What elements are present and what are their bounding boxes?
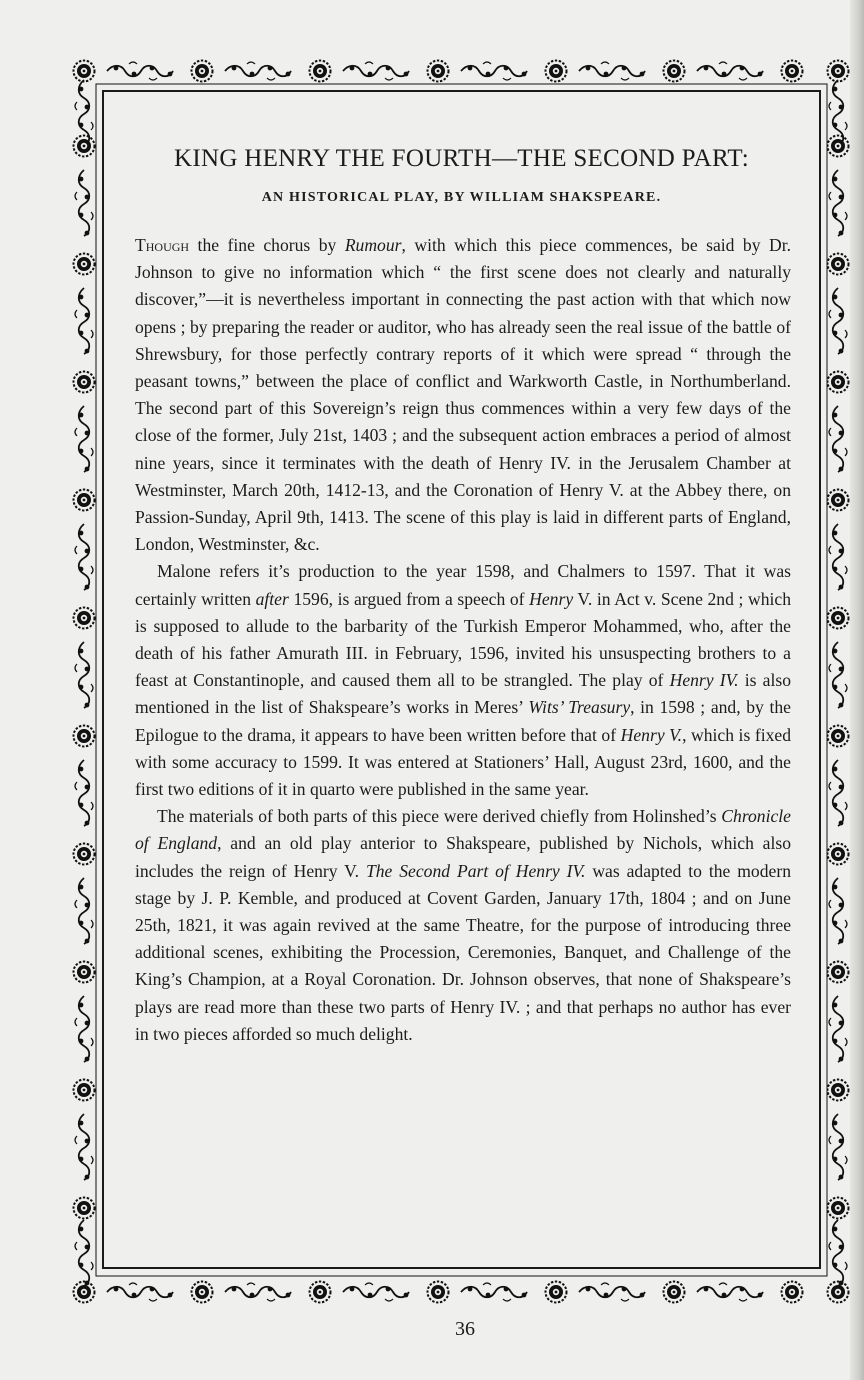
smallcaps-run: Though — [135, 235, 190, 255]
italic-run: Henry V. — [620, 724, 683, 745]
text-run: , with which this piece commences, be said by Dr. Johnson to give no information which “ the first scene does not clearly and naturally discover,”—it is nevertheless important in connecting the past action with that which now opens ; by preparing the reader or auditor, who has already seen the real issue of the battle of Shrewsbury, for those perfectly contrary reports of it which were spread “ through the peasant towns,” between the place of conflict and Warkworth Castle, in Northumberland. The second part of this Sovereign’s reign thus commences within a very few days of the close of the former, July 21st, 1403 ; and the subsequent action embraces a period of almost nine years, since it terminates with the death of Henry IV. in the Jerusalem Chamber at Westminster, March 20th, 1412-13, and the Coronation of Henry V. at the Abbey there, on Passion-Sunday, April 9th, 1413. The scene of this play is laid in different parts of England, London, Westminster, &c. — [135, 235, 791, 555]
text-run: V. in Act v. Scene 2nd ; which is supposed to allude to the barbarity of the Turkish Emperor Mohammed, who, after the death of his father Amurath III. in February, 1596, invited his unsuspecting brothers to a feast at Constantinople, and caused them all to be strangled. The play of — [135, 588, 791, 691]
text-run: 1596, is argued from a speech of — [288, 588, 530, 609]
page-number: 36 — [455, 1318, 475, 1340]
text-run: the fine chorus by — [189, 235, 345, 255]
italic-run: Henry — [529, 588, 574, 609]
text-run: The materials of both parts of this piece were derived chiefly from Holinshed’s — [157, 806, 722, 827]
paragraph — [135, 558, 791, 803]
italic-run: Wits’ Treasury — [528, 697, 631, 718]
italic-run: Chronicle of England — [135, 806, 791, 854]
paragraph — [135, 803, 791, 1048]
text-run: was adapted to the modern stage by J. P. Kemble, and produced at Covent Garden, January 17th, 1804 ; and on June 25th, 1821, it was again revived at the same Theatre, for the purpose of introducing three additional scenes, exhibiting the Procession, Ceremonies, Banquet, and Challenge of the King’s Champion, at a Royal Coronation. Dr. Johnson observes, that none of Shakspeare’s plays are read more than these two parts of Henry IV. ; and that perhaps no author has ever in two pieces afforded so much delight. — [135, 860, 791, 1044]
text-run: , and an old play anterior to Shakspeare, published by Nichols, which also includes the reign of Henry V. — [135, 833, 792, 881]
italic-run: The Second Part of Henry IV. — [365, 860, 586, 881]
page-title: KING HENRY THE FOURTH—THE SECOND PART: — [173, 145, 749, 172]
text-run: is also mentioned in the list of Shakspeare’s works in Meres’ — [135, 670, 792, 718]
italic-run: after — [255, 588, 289, 609]
italic-run: Henry IV. — [669, 670, 739, 691]
body-text — [135, 232, 791, 1048]
paragraph — [135, 232, 791, 558]
text-run: , which is fixed with some accuracy to 1599. It was entered at Stationers’ Hall, August 23rd, 1600, and the first two editions of it in quarto were published in the same year. — [135, 724, 791, 800]
page-subtitle: AN HISTORICAL PLAY, BY WILLIAM SHAKSPEARE. — [261, 190, 662, 205]
text-run: , in 1598 ; and, by the Epilogue to the drama, it appears to have been written before that of — [135, 697, 791, 745]
text-run: Malone refers it’s production to the year 1598, and Chalmers to 1597. That it was certainly written — [135, 561, 791, 609]
italic-run: Rumour — [344, 235, 402, 255]
